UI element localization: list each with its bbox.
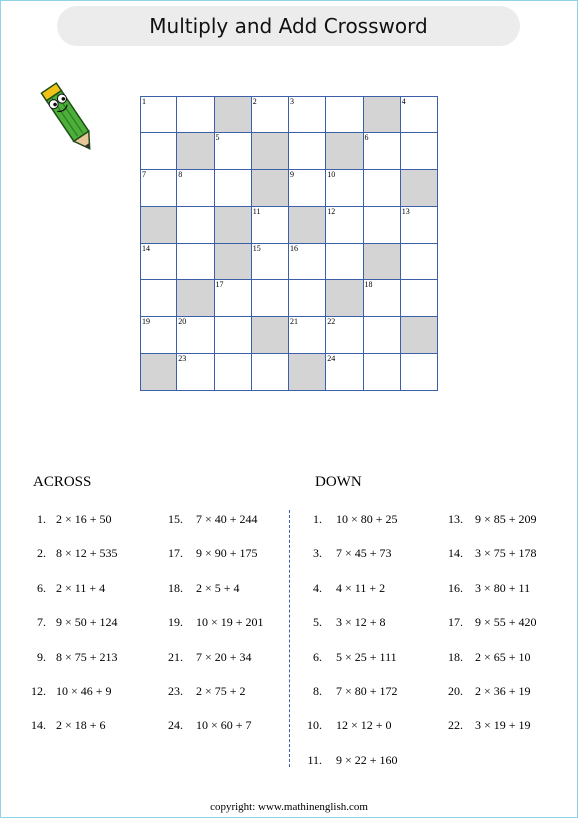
grid-cell[interactable] [176, 96, 214, 133]
cell-number: 5 [215, 132, 220, 142]
clue-number: 6. [313, 649, 322, 664]
grid-cell-blocked [251, 132, 289, 170]
pencil-mascot-icon [38, 76, 100, 160]
grid-cell-blocked [363, 243, 401, 281]
grid-cell[interactable] [325, 96, 363, 133]
clue-number: 22. [448, 718, 463, 733]
grid-cell[interactable] [325, 353, 363, 391]
copyright-footer: copyright: www.mathinenglish.com [210, 801, 368, 813]
grid-cell[interactable] [363, 132, 401, 170]
grid-cell[interactable] [214, 316, 252, 354]
cell-number: 11 [252, 206, 261, 216]
clue-expression: 2 × 36 + 19 [475, 684, 531, 698]
clue-number: 10. [307, 718, 322, 733]
clue-number: 14. [448, 546, 463, 561]
grid-cell[interactable] [288, 279, 326, 317]
clue-expression: 7 × 40 + 244 [196, 512, 258, 526]
clue-number: 18. [168, 580, 183, 595]
clue-expression: 2 × 11 + 4 [56, 580, 106, 595]
clue-number: 21. [168, 649, 183, 664]
cell-number: 14 [142, 243, 150, 253]
clue-expression: 3 × 19 + 19 [475, 718, 531, 733]
clue-number: 1. [37, 512, 46, 526]
clue-number: 17. [448, 615, 463, 630]
clue-number: 6. [37, 580, 46, 595]
grid-cell-blocked [325, 279, 363, 317]
grid-cell[interactable] [176, 169, 214, 207]
clue-expression: 9 × 22 + 160 [336, 752, 398, 767]
grid-cell[interactable] [251, 96, 289, 133]
cell-number: 8 [178, 169, 183, 179]
clue-number: 8. [313, 684, 322, 698]
grid-cell[interactable] [288, 96, 326, 133]
grid-cell-blocked [325, 132, 363, 170]
grid-cell[interactable] [325, 206, 363, 244]
grid-cell[interactable] [400, 206, 438, 244]
clue-number: 5. [313, 615, 322, 630]
grid-cell-blocked [214, 243, 252, 281]
grid-cell-blocked [400, 316, 438, 354]
grid-cell[interactable] [251, 353, 289, 391]
grid-cell-blocked [140, 353, 177, 391]
grid-cell[interactable] [400, 243, 438, 281]
cell-number: 16 [290, 243, 298, 253]
grid-cell[interactable] [400, 96, 438, 133]
clue-number: 24. [168, 718, 183, 733]
clue-expression: 2 × 75 + 2 [196, 684, 246, 698]
grid-cell-blocked [176, 132, 214, 170]
cell-number: 10 [327, 169, 336, 179]
clue-expression: 2 × 5 + 4 [196, 580, 240, 595]
grid-cell[interactable] [140, 132, 177, 170]
cell-number: 17 [215, 280, 224, 290]
grid-cell[interactable] [176, 353, 214, 391]
cell-number: 15 [252, 243, 261, 253]
grid-cell[interactable] [140, 169, 177, 207]
grid-cell-blocked [288, 353, 326, 391]
grid-cell[interactable] [140, 96, 177, 133]
grid-cell[interactable] [251, 243, 289, 281]
clue-expression: 7 × 20 + 34 [196, 649, 252, 664]
clue-number: 16. [448, 580, 463, 595]
cell-number: 18 [364, 280, 373, 290]
clue-expression: 4 × 11 + 2 [336, 580, 386, 595]
grid-cell-blocked [288, 206, 326, 244]
clue-expression: 3 × 80 + 11 [475, 580, 531, 595]
grid-cell-blocked [214, 96, 252, 133]
clue-expression: 8 × 75 + 213 [56, 649, 118, 664]
grid-cell[interactable] [140, 316, 177, 354]
grid-cell[interactable] [251, 279, 289, 317]
cell-number: 7 [142, 169, 146, 179]
grid-cell[interactable] [140, 279, 177, 317]
clue-number: 1. [313, 512, 322, 526]
grid-cell[interactable] [325, 169, 363, 207]
cell-number: 20 [178, 317, 187, 327]
grid-cell[interactable] [288, 316, 326, 354]
grid-cell-blocked [214, 206, 252, 244]
grid-cell[interactable] [288, 132, 326, 170]
clue-expression: 3 × 12 + 8 [336, 615, 386, 630]
grid-cell[interactable] [288, 169, 326, 207]
clue-expression: 9 × 55 + 420 [475, 615, 537, 630]
clue-expression: 10 × 60 + 7 [196, 718, 252, 733]
grid-cell[interactable] [325, 316, 363, 354]
clue-number: 11. [307, 752, 322, 767]
cell-number: 3 [290, 97, 294, 106]
clue-number: 17. [168, 546, 183, 561]
clue-number: 15. [168, 512, 183, 526]
cell-number: 1 [142, 97, 146, 106]
down-heading: DOWN [315, 474, 362, 490]
grid-cell[interactable] [400, 353, 438, 391]
grid-cell-blocked [176, 279, 214, 317]
grid-cell[interactable] [325, 243, 363, 281]
cell-number: 23 [178, 354, 187, 364]
page-title: Multiply and Add Crossword [57, 6, 520, 46]
across-heading: ACROSS [33, 474, 92, 490]
clue-expression: 9 × 90 + 175 [196, 546, 258, 561]
clue-expression: 9 × 50 + 124 [56, 615, 118, 630]
clue-expression: 10 × 46 + 9 [56, 684, 112, 698]
grid-cell[interactable] [176, 243, 214, 281]
clue-number: 18. [448, 649, 463, 664]
clue-number: 13. [448, 512, 463, 526]
clue-number: 2. [37, 546, 46, 561]
grid-cell[interactable] [363, 206, 401, 244]
clue-expression: 10 × 19 + 201 [196, 615, 264, 630]
grid-cell[interactable] [214, 132, 252, 170]
grid-cell[interactable] [176, 316, 214, 354]
clue-expression: 2 × 65 + 10 [475, 649, 531, 664]
clue-expression: 2 × 16 + 50 [56, 512, 112, 526]
grid-cell-blocked [251, 316, 289, 354]
cell-number: 2 [252, 97, 257, 106]
clue-number: 14. [31, 718, 46, 733]
grid-cell[interactable] [363, 169, 401, 207]
grid-cell-blocked [363, 96, 401, 133]
cell-number: 22 [327, 317, 336, 327]
clue-expression: 2 × 18 + 6 [56, 718, 106, 733]
clue-expression: 10 × 80 + 25 [336, 512, 398, 526]
clue-expression: 8 × 12 + 535 [56, 546, 118, 561]
grid-cell[interactable] [400, 279, 438, 317]
grid-cell[interactable] [288, 243, 326, 281]
grid-cell[interactable] [363, 316, 401, 354]
clue-number: 7. [37, 615, 46, 630]
grid-cell[interactable] [214, 169, 252, 207]
cell-number: 4 [401, 97, 406, 106]
cell-number: 9 [290, 169, 294, 179]
cell-number: 12 [327, 206, 336, 216]
grid-cell-blocked [251, 169, 289, 207]
grid-cell[interactable] [214, 279, 252, 317]
clue-number: 9. [37, 649, 46, 664]
clue-expression: 9 × 85 + 209 [475, 512, 537, 526]
clue-expression: 12 × 12 + 0 [336, 718, 392, 733]
cell-number: 24 [327, 354, 336, 364]
clue-expression: 3 × 75 + 178 [475, 546, 537, 561]
cell-number: 21 [290, 317, 298, 327]
clue-expression: 7 × 45 + 73 [336, 546, 392, 561]
grid-cell[interactable] [176, 206, 214, 244]
grid-cell-blocked [400, 169, 438, 207]
clue-number: 3. [313, 546, 322, 561]
crossword-grid [140, 96, 438, 391]
cell-number: 6 [364, 132, 369, 142]
clue-divider [289, 510, 290, 767]
grid-cell[interactable] [251, 206, 289, 244]
grid-cell[interactable] [363, 279, 401, 317]
clue-expression: 7 × 80 + 172 [336, 684, 398, 698]
grid-cell[interactable] [214, 353, 252, 391]
grid-cell[interactable] [400, 132, 438, 170]
cell-number: 13 [401, 206, 410, 216]
clue-number: 12. [31, 684, 46, 698]
clue-number: 19. [168, 615, 183, 630]
clue-number: 4. [313, 580, 322, 595]
grid-cell[interactable] [140, 243, 177, 281]
cell-number: 19 [142, 317, 150, 327]
clue-number: 20. [448, 684, 463, 698]
clue-number: 23. [168, 684, 183, 698]
clue-expression: 5 × 25 + 111 [336, 649, 397, 664]
grid-cell-blocked [140, 206, 177, 244]
grid-cell[interactable] [363, 353, 401, 391]
